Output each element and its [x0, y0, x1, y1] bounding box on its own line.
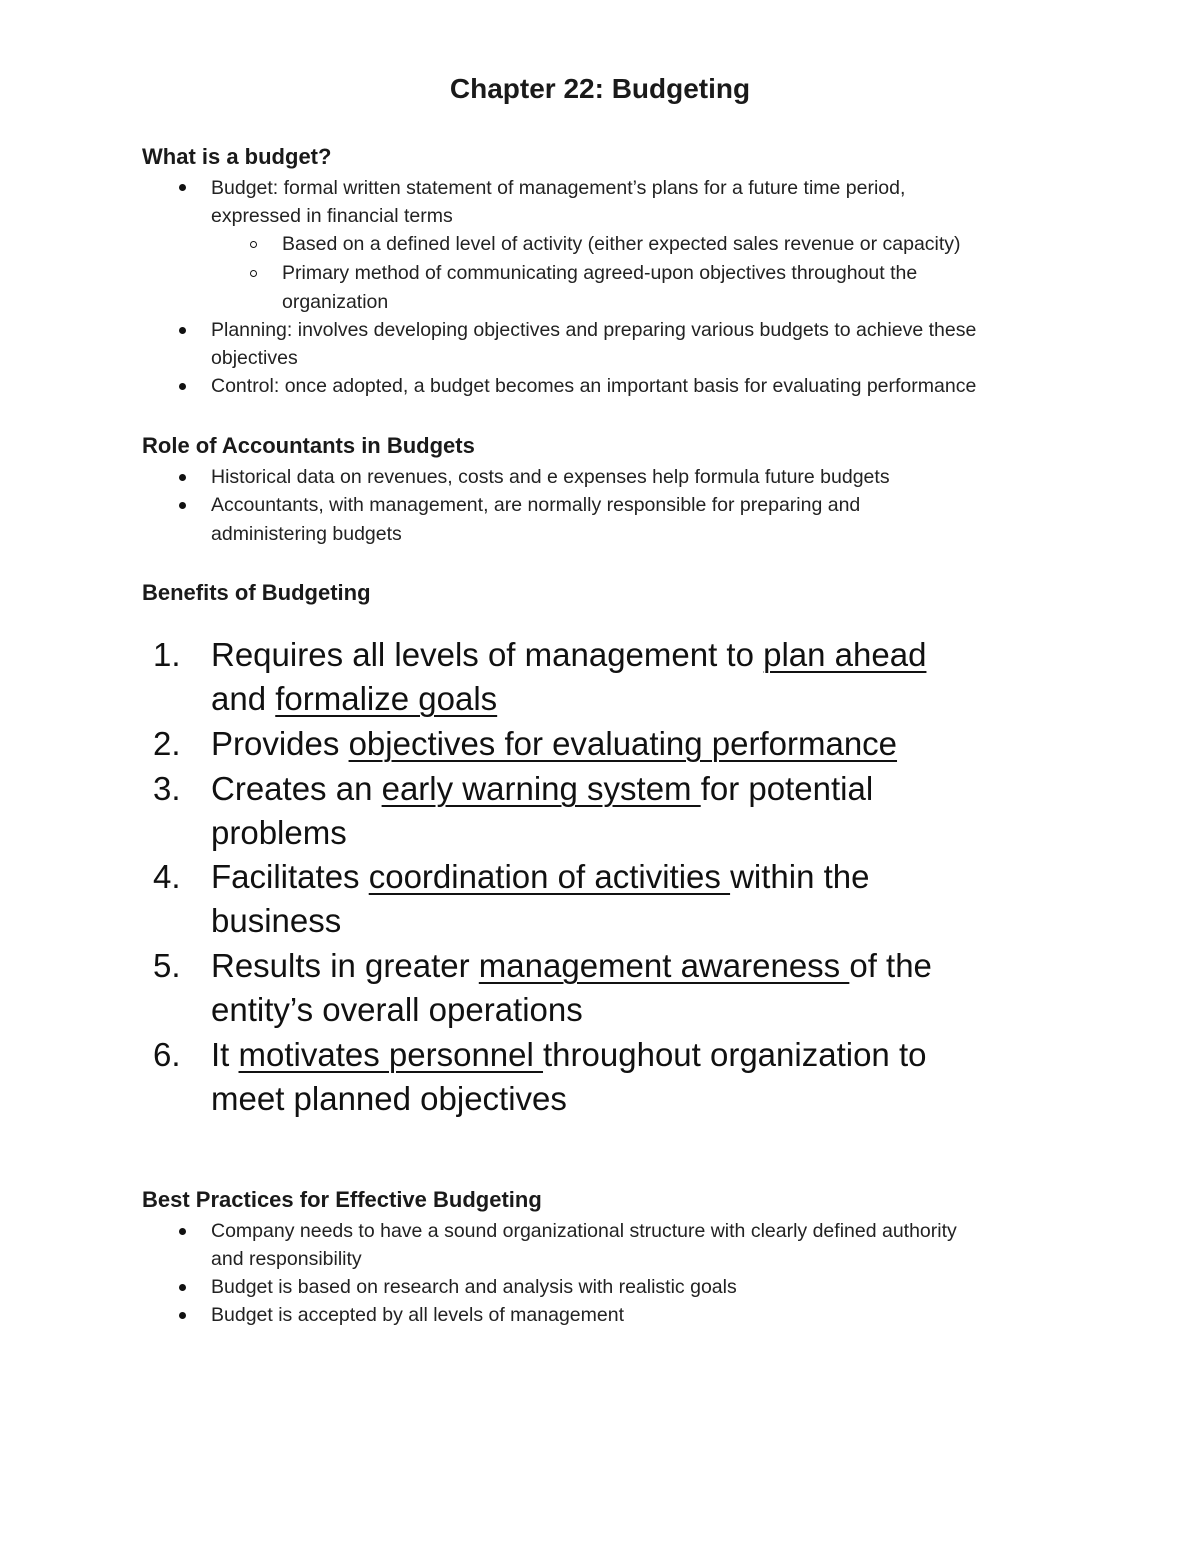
- benefit-number: 2.: [153, 725, 181, 762]
- bullet-accountants-line1: Accountants, with management, are normally responsible for preparing and: [211, 494, 861, 516]
- bullet-budget-line2: expressed in financial terms: [211, 205, 453, 227]
- benefit-number: 3.: [153, 770, 181, 807]
- benefit-number: 5.: [153, 947, 181, 984]
- heading-what-is-budget: What is a budget?: [142, 144, 332, 169]
- benefit-4-line2: business: [211, 902, 342, 939]
- bullet-org-structure-line1: Company needs to have a sound organizational structure with clearly defined authority: [211, 1220, 957, 1242]
- benefit-6-line1: It motivates personnel throughout organization to: [211, 1036, 927, 1073]
- bullet-icon: [179, 1228, 186, 1235]
- bullet-icon: [179, 1284, 186, 1291]
- bullet-icon: [179, 502, 186, 509]
- benefit-2-line1: Provides objectives for evaluating performance: [211, 725, 898, 762]
- bullet-icon: [179, 327, 186, 334]
- heading-best-practices: Best Practices for Effective Budgeting: [142, 1187, 542, 1212]
- heading-benefits: Benefits of Budgeting: [142, 580, 371, 605]
- bullet-historical-data: Historical data on revenues, costs and e expenses help formula future budgets: [211, 466, 890, 488]
- bullet-accepted-by-management: Budget is accepted by all levels of management: [211, 1304, 624, 1326]
- benefit-1-line2: and formalize goals: [211, 680, 498, 717]
- benefit-5-line2: entity’s overall operations: [211, 991, 583, 1028]
- benefit-6-line2: meet planned objectives: [211, 1080, 567, 1117]
- benefit-3-line2: problems: [211, 814, 347, 851]
- benefit-number: 4.: [153, 858, 181, 895]
- sub-bullet-icon: [250, 241, 257, 248]
- benefit-1-line1: Requires all levels of management to plan ahead: [211, 636, 927, 673]
- bullet-accountants-line2: administering budgets: [211, 523, 402, 545]
- heading-role-of-accountants: Role of Accountants in Budgets: [142, 433, 475, 458]
- bullet-budget-line1: Budget: formal written statement of management’s plans for a future time period,: [211, 177, 906, 199]
- sub-bullet-communication-line1: Primary method of communicating agreed-upon objectives throughout the: [282, 262, 918, 284]
- bullet-icon: [179, 1312, 186, 1319]
- benefit-5-line1: Results in greater management awareness of the: [211, 947, 932, 984]
- bullet-planning-line1: Planning: involves developing objectives and preparing various budgets to achieve these: [211, 319, 977, 341]
- bullet-org-structure-line2: and responsibility: [211, 1248, 362, 1270]
- bullet-icon: [179, 184, 186, 191]
- page-title: Chapter 22: Budgeting: [449, 73, 751, 104]
- sub-bullet-icon: [250, 270, 257, 277]
- benefit-3-line1: Creates an early warning system for potential: [211, 770, 874, 807]
- bullet-planning-line2: objectives: [211, 347, 298, 369]
- bullet-icon: [179, 383, 186, 390]
- sub-bullet-communication-line2: organization: [282, 291, 389, 313]
- benefit-number: 6.: [153, 1036, 181, 1073]
- bullet-research-analysis: Budget is based on research and analysis with realistic goals: [211, 1276, 737, 1298]
- sub-bullet-activity-level: Based on a defined level of activity (either expected sales revenue or capacity): [282, 233, 961, 255]
- benefit-4-line1: Facilitates coordination of activities within the: [211, 858, 870, 895]
- bullet-control: Control: once adopted, a budget becomes an important basis for evaluating performance: [211, 375, 977, 397]
- bullet-icon: [179, 474, 186, 481]
- benefit-number: 1.: [153, 636, 181, 673]
